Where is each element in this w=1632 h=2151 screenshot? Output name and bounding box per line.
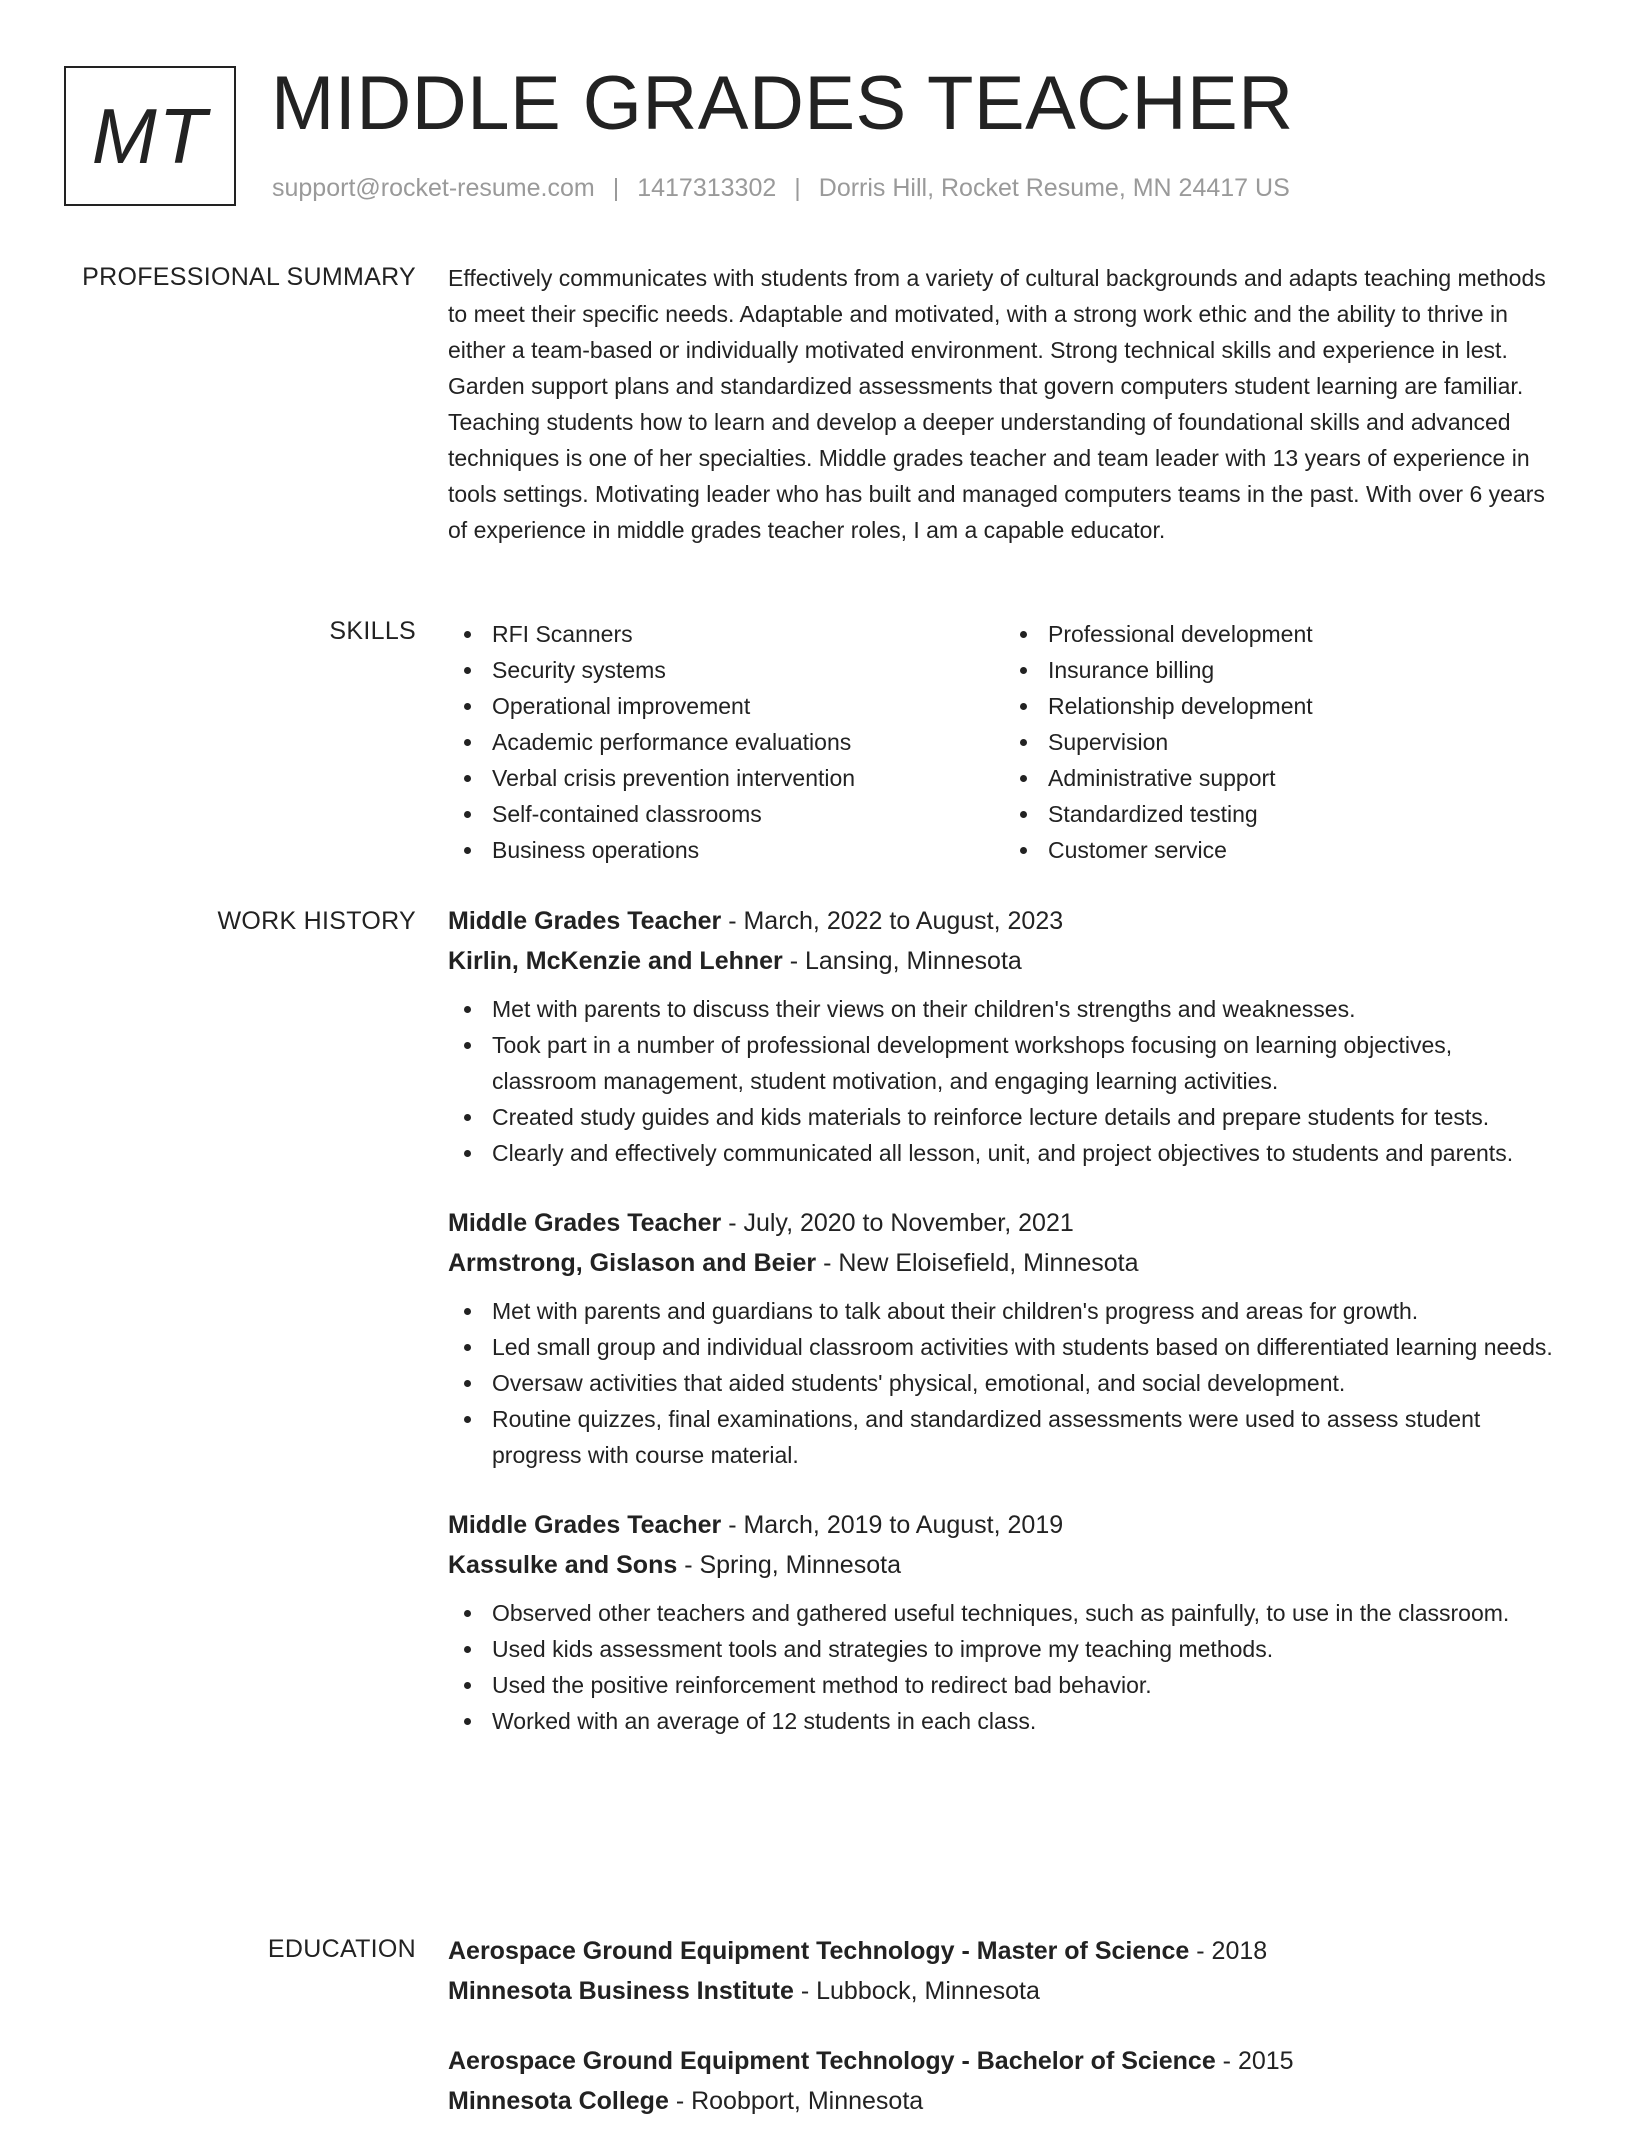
school-line [448, 1971, 1560, 2011]
job-title-line [448, 901, 1560, 941]
job-entry [448, 1505, 1560, 1739]
job-location: - Lansing, Minnesota [782, 947, 1022, 975]
job-duties [448, 1293, 1560, 1473]
contact-separator: | [612, 174, 620, 202]
contact-separator: | [794, 174, 801, 202]
skill-item: Customer service [1048, 832, 1560, 868]
school: Minnesota College [448, 2087, 669, 2115]
job-company: Kassulke and Sons [448, 1551, 678, 1579]
work-history-body [448, 901, 1560, 1771]
duty-item: Clearly and effectively communicated all lesson, unit, and project objectives to students and parents. [492, 1135, 1560, 1171]
monogram-initials: MT [91, 91, 209, 180]
job-company-line [448, 1243, 1560, 1283]
job-title-line [448, 1203, 1560, 1243]
skill-item: Professional development [1048, 616, 1560, 652]
skill-item: Academic performance evaluations [492, 724, 1004, 760]
skills-list-right [1004, 616, 1560, 868]
skill-item: Business operations [492, 832, 1004, 868]
job-title: Middle Grades Teacher [448, 1511, 722, 1539]
skill-item: Security systems [492, 652, 1004, 688]
duty-item: Used kids assessment tools and strategies to improve my teaching methods. [492, 1631, 1560, 1667]
duty-item: Oversaw activities that aided students' physical, emotional, and social development. [492, 1365, 1560, 1401]
page-title: MIDDLE GRADES TEACHER [271, 61, 1294, 146]
duty-item: Routine quizzes, final examinations, and standardized assessments were used to assess student progress with course material. [492, 1401, 1560, 1473]
duty-item: Created study guides and kids materials to reinforce lecture details and prepare students for tests. [492, 1099, 1560, 1135]
contact-phone: 1417313302 [637, 174, 777, 202]
education-entry [448, 2041, 1560, 2121]
duty-item: Worked with an average of 12 students in each class. [492, 1703, 1560, 1739]
skill-item: Administrative support [1048, 760, 1560, 796]
skill-item: Verbal crisis prevention intervention [492, 760, 1004, 796]
duty-item: Observed other teachers and gathered useful techniques, such as painfully, to use in the classroom. [492, 1595, 1560, 1631]
skills-list-left [448, 616, 1004, 868]
skill-item: Operational improvement [492, 688, 1004, 724]
degree: Aerospace Ground Equipment Technology - Master of Science [448, 1937, 1190, 1965]
contact-email: support@rocket-resume.com [272, 174, 595, 202]
duty-item: Took part in a number of professional development workshops focusing on learning objectives, classroom management, student motivation, and engaging learning activities. [492, 1027, 1560, 1099]
monogram-box [64, 66, 236, 206]
job-entry [448, 901, 1560, 1171]
education-heading: EDUCATION [267, 1935, 416, 1963]
degree-line [448, 1931, 1560, 1971]
duty-item: Led small group and individual classroom activities with students based on differentiated learning needs. [492, 1329, 1560, 1365]
skill-item: RFI Scanners [492, 616, 1004, 652]
school: Minnesota Business Institute [448, 1977, 794, 2005]
skill-item: Insurance billing [1048, 652, 1560, 688]
job-dates: - March, 2019 to August, 2019 [721, 1511, 1064, 1539]
summary-text: Effectively communicates with students from a variety of cultural backgrounds and adapts teaching methods to meet their specific needs. Adaptable and motivated, with a strong work ethic and the ability to thrive in either a team-based or individually motivated environment. Strong technical skills and experience in lest. Garden support plans and standardized assessments that govern computers student learning are familiar. Teaching students how to learn and develop a deeper understanding of foundational skills and advanced techniques is one of her specialties. Middle grades teacher and team leader with 13 years of experience in tools settings. Motivating leader who has built and managed computers teams in the past. With over 6 years of experience in middle grades teacher roles, I am a capable educator. [448, 265, 1546, 543]
duty-item: Met with parents to discuss their views on their children's strengths and weaknesses. [492, 991, 1560, 1027]
job-company: Armstrong, Gislason and Beier [448, 1249, 817, 1277]
school-line [448, 2081, 1560, 2121]
job-dates: - July, 2020 to November, 2021 [721, 1209, 1074, 1237]
job-title-line [448, 1505, 1560, 1545]
duty-item: Used the positive reinforcement method to redirect bad behavior. [492, 1667, 1560, 1703]
work-history-heading: WORK HISTORY [217, 907, 416, 935]
degree-line [448, 2041, 1560, 2081]
job-duties [448, 991, 1560, 1171]
education-entry [448, 1931, 1560, 2011]
job-company-line [448, 941, 1560, 981]
skill-item: Standardized testing [1048, 796, 1560, 832]
degree-year: - 2015 [1215, 2047, 1294, 2075]
duty-item: Met with parents and guardians to talk about their children's progress and areas for growth. [492, 1293, 1560, 1329]
contact-line [272, 174, 1290, 203]
job-title: Middle Grades Teacher [448, 907, 722, 935]
skill-item: Relationship development [1048, 688, 1560, 724]
job-duties [448, 1595, 1560, 1739]
skill-item: Supervision [1048, 724, 1560, 760]
job-title: Middle Grades Teacher [448, 1209, 722, 1237]
job-company: Kirlin, McKenzie and Lehner [448, 947, 783, 975]
school-location: - Lubbock, Minnesota [793, 1977, 1040, 2005]
job-company-line [448, 1545, 1560, 1585]
skills-body [448, 616, 1560, 868]
job-location: - New Eloisefield, Minnesota [816, 1249, 1139, 1277]
school-location: - Roobport, Minnesota [668, 2087, 924, 2115]
job-entry [448, 1203, 1560, 1473]
degree-year: - 2018 [1189, 1937, 1268, 1965]
degree: Aerospace Ground Equipment Technology - Bachelor of Science [448, 2047, 1216, 2075]
job-dates: - March, 2022 to August, 2023 [721, 907, 1064, 935]
skill-item: Self-contained classrooms [492, 796, 1004, 832]
contact-address: Dorris Hill, Rocket Resume, MN 24417 US [818, 174, 1290, 202]
summary-body [448, 260, 1560, 548]
summary-heading: PROFESSIONAL SUMMARY [82, 263, 416, 291]
education-body [448, 1931, 1560, 2151]
skills-heading: SKILLS [329, 617, 416, 645]
job-location: - Spring, Minnesota [677, 1551, 901, 1579]
